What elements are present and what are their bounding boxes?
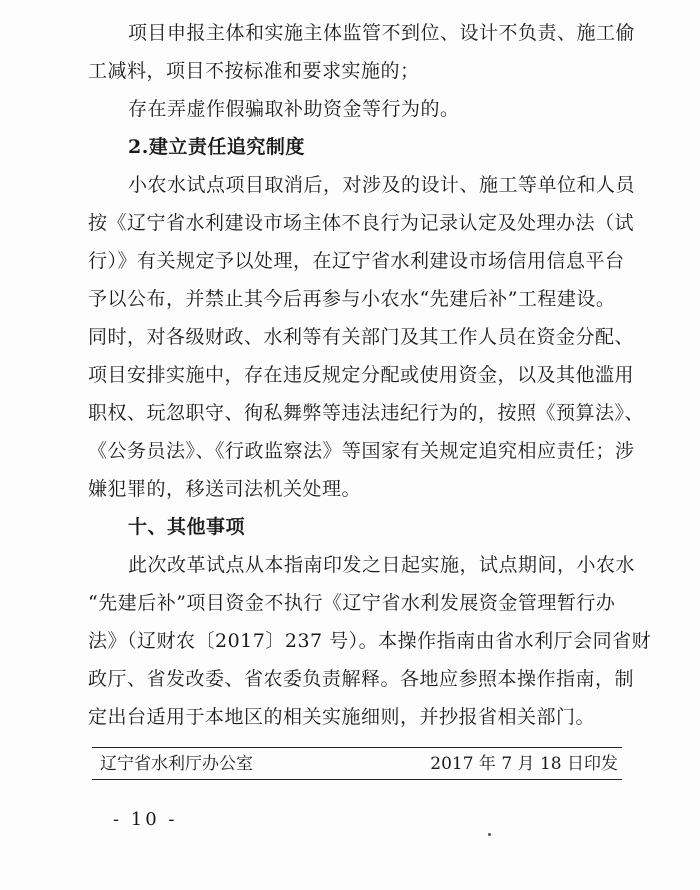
paragraph-line: 法》（辽财农〔2017〕237 号）。本操作指南由省水利厅会同省财 [88, 630, 652, 652]
paragraph-line: 同时，对各级财政、水利等有关部门及其工作人员在资金分配、 [88, 326, 635, 348]
paragraph-line: 工减料，项目不按标准和要求实施的； [88, 60, 420, 82]
paragraph-line: 存在弄虚作假骗取补助资金等行为的。 [128, 98, 460, 120]
paragraph-line: 小农水试点项目取消后，对涉及的设计、施工等单位和人员 [128, 174, 636, 196]
issuer-name: 辽宁省水利厅办公室 [100, 754, 253, 774]
footer-rule-bottom [92, 779, 622, 780]
paragraph-line: 嫌犯罪的，移送司法机关处理。 [88, 478, 362, 500]
page-number: - 10 - [113, 809, 178, 830]
section-heading: 十、其他事项 [128, 516, 246, 538]
document-body [88, 14, 652, 736]
footer-rule-top [92, 747, 622, 748]
paragraph-line: 按《辽宁省水利建设市场主体不良行为记录认定及处理办法（试 [88, 212, 635, 234]
paragraph-line: “先建后补”项目资金不执行《辽宁省水利发展资金管理暂行办 [88, 592, 616, 614]
paragraph-line: 予以公布，并禁止其今后再参与小农水“先建后补”工程建设。 [88, 288, 616, 310]
paragraph-line: 行）》有关规定予以处理，在辽宁省水利建设市场信用信息平台 [88, 250, 625, 272]
paragraph-line: 职权、玩忽职守、徇私舞弊等违法违纪行为的，按照《预算法》、 [88, 402, 645, 424]
paragraph-line: 项目申报主体和实施主体监管不到位、设计不负责、施工偷 [128, 22, 636, 44]
scan-speck [488, 833, 491, 836]
section-heading: 2.建立责任追究制度 [128, 136, 305, 158]
paragraph-line: 此次改革试点从本指南印发之日起实施，试点期间，小农水 [128, 554, 636, 576]
paragraph-line: 项目安排实施中，存在违反规定分配或使用资金，以及其他滥用 [88, 364, 635, 386]
paragraph-line: 《公务员法》、《行政监察法》等国家有关规定追究相应责任；涉 [88, 440, 635, 462]
paragraph-line: 政厅、省发改委、省农委负责解释。各地应参照本操作指南，制 [88, 668, 635, 690]
issue-date: 2017 年 7 月 18 日印发 [430, 754, 618, 774]
paragraph-line: 定出台适用于本地区的相关实施细则，并抄报省相关部门。 [88, 706, 596, 728]
